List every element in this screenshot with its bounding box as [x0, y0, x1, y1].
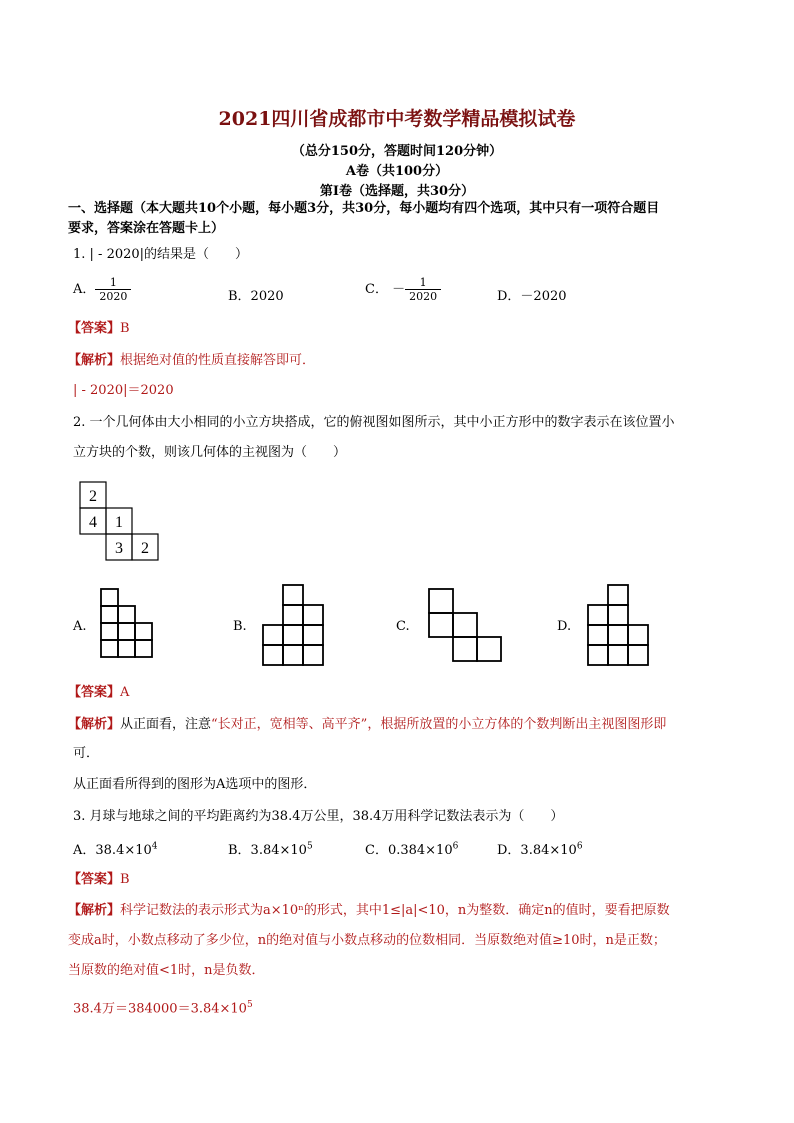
- q3-option-b: B．$3.84\times 10^5$: [228, 841, 313, 858]
- q1-option-a-label: A．: [73, 282, 96, 297]
- q3-work: 38.4万$=384000=3.84\times 10^5$: [73, 1000, 253, 1017]
- q3-option-a: A．$38.4\times 10^4$: [73, 841, 158, 858]
- q2-option-c-figure: [428, 588, 504, 662]
- q2-stem-2: 立方块的个数，则该几何体的主视图为（ ）: [73, 445, 347, 460]
- exam-info: （总分150分，答题时间120分钟）: [291, 144, 503, 159]
- q1-option-d: D．－2020: [497, 289, 567, 304]
- volume-heading: 第Ⅰ卷（选择题，共30分）: [319, 184, 475, 199]
- q2-analysis: 【解析】从正面看，注意“长对正，宽相等、高平齐”，根据所放置的小立方体的个数判断出主视图图形即: [68, 717, 667, 732]
- q2-stem-1: 2. 一个几何体由大小相同的小立方块搭成，它的俯视图如图所示，其中小正方形中的数字表示在该位置小: [73, 415, 675, 430]
- q3-answer: 【答案】B: [68, 872, 130, 887]
- grid-cell-2: 4: [89, 514, 97, 531]
- q1-analysis: 【解析】根据绝对值的性质直接解答即可．: [68, 353, 316, 368]
- q2-option-b-figure: [262, 584, 326, 666]
- q2-option-b-label: B.: [233, 619, 247, 634]
- q2-analysis-cont: 可．: [73, 746, 100, 761]
- q2-option-d-label: D.: [557, 619, 572, 634]
- grid-cell-1: 2: [89, 488, 97, 505]
- q2-top-view-grid: [79, 481, 161, 561]
- q2-option-d-figure: [587, 584, 651, 666]
- q1-stem: 1. | - 2020|的结果是（ ）: [73, 247, 249, 262]
- q2-work: 从正面看所得到的图形为A选项中的图形．: [73, 777, 317, 792]
- q2-answer: 【答案】A: [68, 685, 130, 700]
- section-instruction-2: 要求，答案涂在答题卡上）: [68, 221, 225, 236]
- q1-work: | - 2020|＝2020: [73, 383, 174, 398]
- q3-option-c: C．$0.384\times 10^6$: [365, 841, 459, 858]
- section-instruction-1: 一、选择题（本大题共10个小题，每小题3分，共30分，每小题均有四个选项，其中只有一项符合题目: [68, 201, 660, 216]
- page-title: 2021四川省成都市中考数学精品模拟试卷: [218, 108, 576, 130]
- q3-analysis-2: 变成a时，小数点移动了多少位，n的绝对值与小数点移动的位数相同．当原数绝对值≥10时，n是正数；: [68, 933, 666, 948]
- q2-option-c-label: C.: [396, 619, 410, 634]
- q2-option-a-label: A.: [73, 619, 87, 634]
- grid-cell-5: 2: [141, 540, 149, 557]
- q1-option-b: B．2020: [228, 289, 284, 304]
- q1-option-c: [365, 276, 441, 303]
- q3-analysis-1: 【解析】科学记数法的表示形式为a×10ⁿ的形式，其中1≤|a|<10，n为整数．确定n的值时，要看把原数: [68, 903, 670, 918]
- q2-option-a-figure: [100, 588, 156, 662]
- q1-option-c-fraction: $\frac{1}{2020}$: [405, 276, 441, 303]
- grid-cell-3: 1: [115, 514, 123, 531]
- grid-cell-4: 3: [115, 540, 123, 557]
- q1-answer: 【答案】B: [68, 321, 130, 336]
- q1-option-a-fraction: $\frac{1}{2020}$: [95, 276, 131, 303]
- q3-analysis-3: 当原数的绝对值<1时，n是负数．: [68, 963, 265, 978]
- q3-option-d: D．$3.84\times 10^6$: [497, 841, 583, 858]
- q1-option-c-label: C． －: [365, 282, 406, 297]
- paper-part: A卷（共100分）: [345, 164, 449, 179]
- q3-stem: 3. 月球与地球之间的平均距离约为38.4万公里，38.4万用科学记数法表示为（ ）: [73, 809, 564, 824]
- q1-option-a: [73, 276, 131, 303]
